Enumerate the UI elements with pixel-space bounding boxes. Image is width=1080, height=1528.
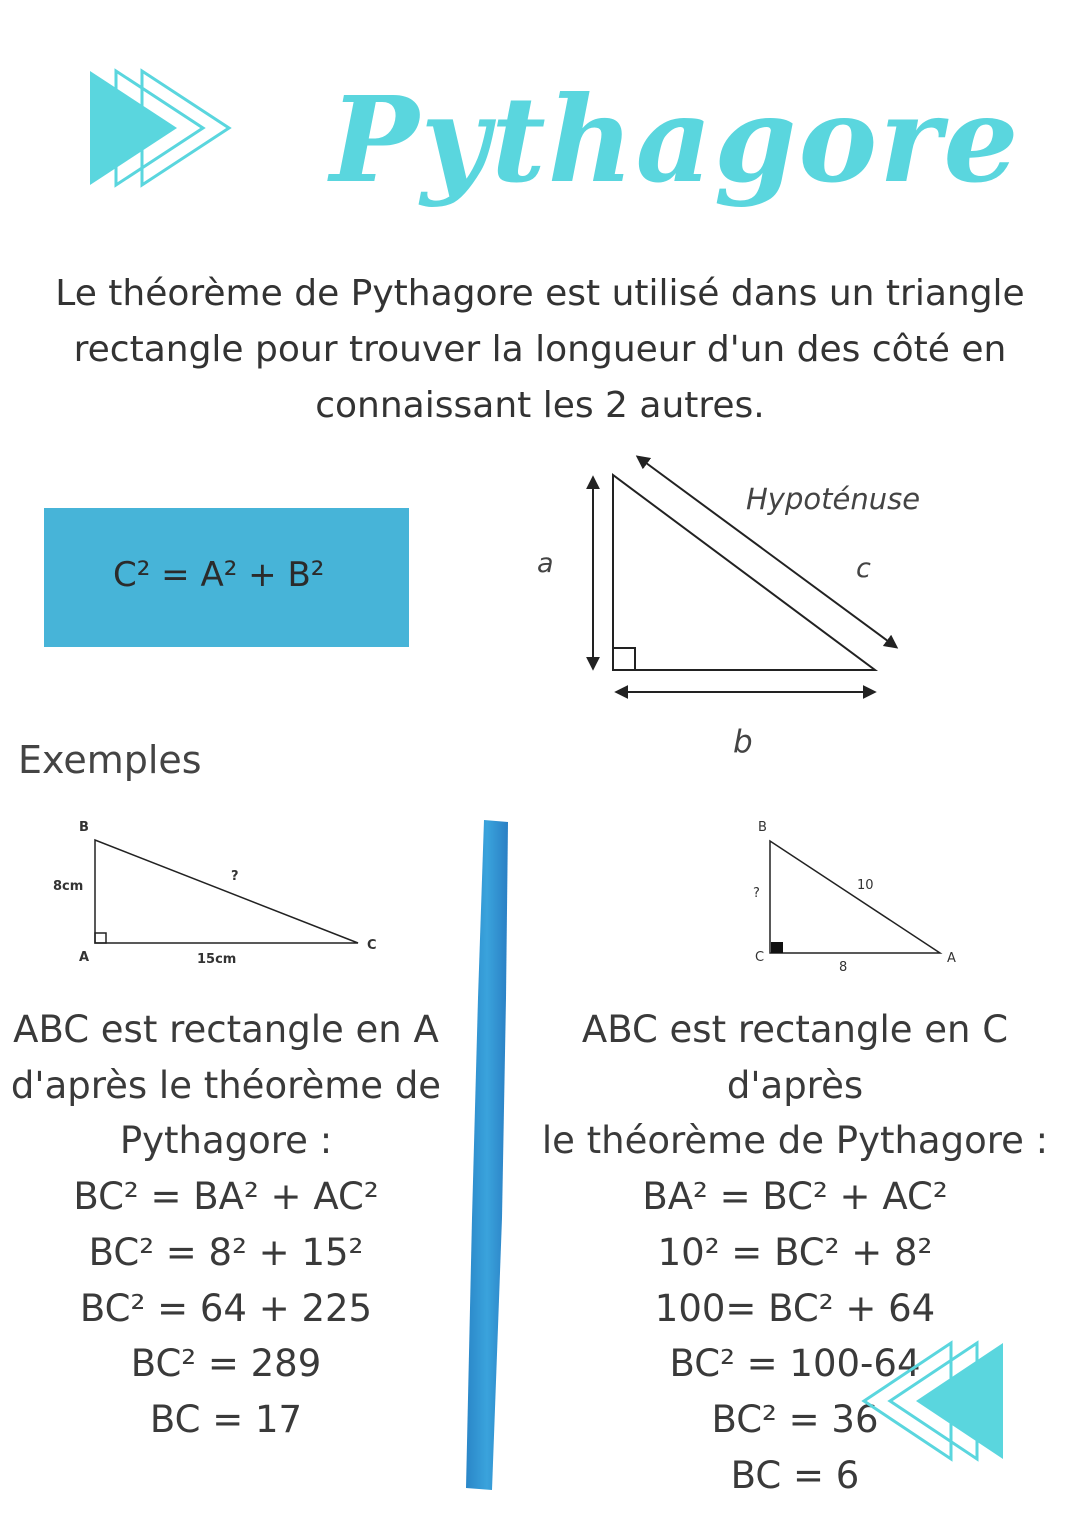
side-c-label: c [856, 553, 871, 584]
right-angle-marker [613, 648, 635, 670]
ex1-unknown: ? [231, 869, 239, 884]
double-arrow-left-icon [860, 1338, 1005, 1464]
ex2-line: BC² = 36 [711, 1397, 879, 1441]
intro-paragraph [40, 266, 1040, 434]
hypotenuse-label: Hypoténuse [746, 482, 921, 516]
ex1-line: BC² = 289 [130, 1342, 322, 1386]
ex2-line: ABC est rectangle en C d'après [581, 1008, 1009, 1107]
side-b-label: b [733, 724, 753, 760]
ex2-line: BC = 6 [730, 1453, 860, 1497]
ex2-unknown: ? [753, 886, 760, 901]
example1-solution [0, 1002, 452, 1448]
ex2-line: BA² = BC² + AC² [642, 1175, 948, 1219]
example1-triangle [90, 836, 370, 956]
examples-heading: Exemples [18, 738, 202, 782]
ex1-line: d'après le théorème de [10, 1063, 442, 1107]
ex1-line: ABC est rectangle en A [13, 1008, 439, 1051]
vertical-divider [462, 818, 514, 1493]
ex2-line: 100= BC² + 64 [654, 1286, 936, 1330]
page-title: Pythagore [330, 70, 1021, 209]
intro-line-3: connaissant les 2 autres. [315, 385, 765, 426]
ex2-line: BC² = 100-64 [669, 1342, 921, 1386]
ex2-line: le théorème de Pythagore : [541, 1119, 1049, 1163]
ex1-side-ac: 15cm [197, 952, 237, 967]
ex1-line: BC = 17 [149, 1397, 303, 1441]
formula-text: C² = A² + B² [113, 555, 325, 595]
ex2-line: 10² = BC² + 8² [657, 1230, 933, 1274]
ex1-line: BC² = BA² + AC² [73, 1175, 379, 1219]
ex2-vertex-c: C [755, 950, 765, 965]
ex2-base: 8 [839, 960, 848, 975]
example2-triangle [765, 838, 945, 958]
ex2-vertex-a: A [947, 951, 956, 966]
double-arrow-right-icon [88, 66, 233, 190]
intro-line-2: rectangle pour trouver la longueur d'un des côté en [73, 329, 1007, 370]
ex1-side-ab: 8cm [53, 879, 84, 894]
ex2-vertex-b: B [758, 820, 767, 835]
ex1-line: Pythagore : [119, 1119, 333, 1163]
ex1-vertex-b: B [79, 820, 89, 835]
side-a-label: a [537, 548, 554, 579]
ex1-vertex-c: C [367, 938, 377, 953]
ex1-vertex-a: A [79, 950, 90, 965]
ex2-hyp: 10 [857, 878, 874, 893]
ex1-line: BC² = 8² + 15² [88, 1230, 364, 1274]
intro-line-1: Le théorème de Pythagore est utilisé dans un triangle [55, 273, 1025, 314]
ex1-line: BC² = 64 + 225 [79, 1286, 373, 1330]
